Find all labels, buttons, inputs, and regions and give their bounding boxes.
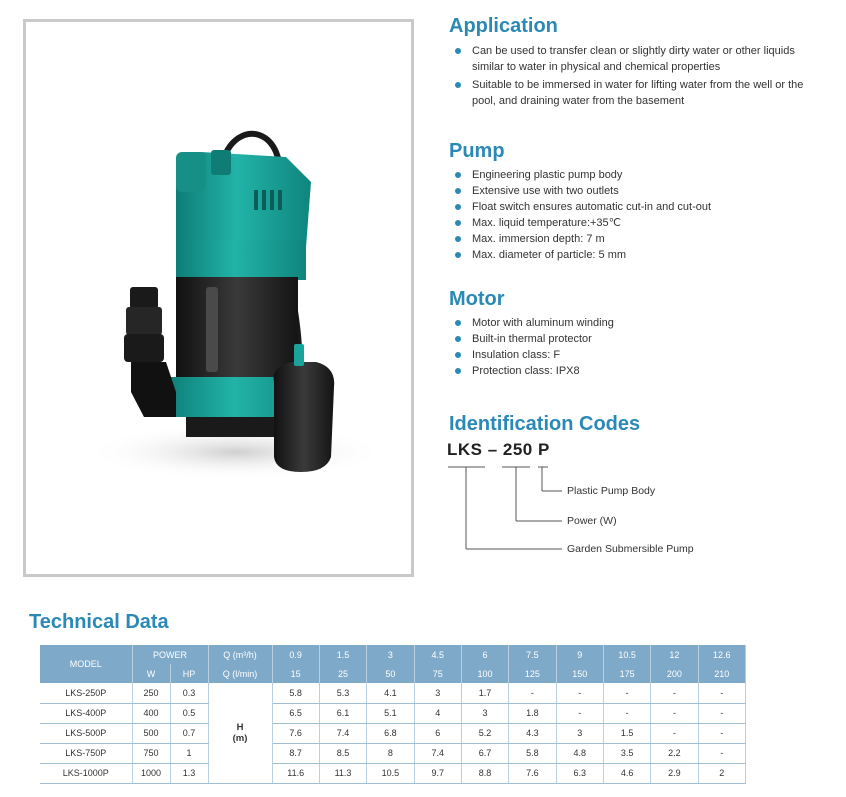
h-cell: 6.5	[272, 703, 319, 723]
table-row	[40, 703, 746, 723]
hp-cell: 0.7	[170, 723, 208, 743]
h-cell: 6.7	[461, 743, 508, 763]
header-model: MODEL	[40, 645, 132, 683]
q-m3h-cell: 6	[461, 645, 508, 664]
header-h-label: H	[236, 721, 244, 733]
technical-data-title: Technical Data	[29, 611, 169, 633]
application-item: Can be used to transfer clean or slightly dirty water or other liquids similar to water in physical and chemical properties	[455, 43, 825, 75]
h-cell: 6	[414, 723, 461, 743]
h-cell: 5.1	[367, 703, 414, 723]
q-m3h-cell: 3	[367, 645, 414, 664]
h-cell: 8.5	[319, 743, 366, 763]
h-cell: -	[651, 723, 698, 743]
pump-item: Max. immersion depth: 7 m	[455, 231, 825, 247]
motor-list	[455, 315, 825, 379]
application-title: Application	[449, 15, 558, 37]
hp-cell: 1.3	[170, 763, 208, 783]
h-cell: 5.8	[272, 683, 319, 703]
h-cell: 4	[414, 703, 461, 723]
w-cell: 400	[132, 703, 170, 723]
h-cell: 8	[367, 743, 414, 763]
h-cell: 8.8	[461, 763, 508, 783]
q-lmin-cell: 15	[272, 664, 319, 683]
pump-title: Pump	[449, 140, 505, 162]
h-cell: 8.7	[272, 743, 319, 763]
q-lmin-cell: 210	[698, 664, 745, 683]
q-lmin-cell: 25	[319, 664, 366, 683]
h-cell: -	[556, 703, 603, 723]
h-cell: 6.1	[319, 703, 366, 723]
q-m3h-cell: 0.9	[272, 645, 319, 664]
pump-item: Max. diameter of particle: 5 mm	[455, 247, 825, 263]
pump-item: Float switch ensures automatic cut-in and cut-out	[455, 199, 825, 215]
h-cell: -	[698, 743, 745, 763]
h-cell: 3.5	[603, 743, 650, 763]
q-m3h-cell: 9	[556, 645, 603, 664]
q-m3h-cell: 12	[651, 645, 698, 664]
h-cell: 7.4	[414, 743, 461, 763]
h-cell: 6.8	[367, 723, 414, 743]
h-cell: 10.5	[367, 763, 414, 783]
h-cell: 9.7	[414, 763, 461, 783]
h-cell: 7.6	[509, 763, 556, 783]
h-cell: -	[603, 683, 650, 703]
table-header-row	[40, 664, 746, 683]
w-cell: 500	[132, 723, 170, 743]
header-power: POWER	[132, 645, 208, 664]
w-cell: 250	[132, 683, 170, 703]
code-label-series: Garden Submersible Pump	[567, 543, 694, 555]
technical-data-table	[40, 645, 746, 784]
q-m3h-cell: 7.5	[509, 645, 556, 664]
h-cell: -	[651, 683, 698, 703]
identification-code: LKS – 250 P	[447, 440, 550, 459]
w-cell: 750	[132, 743, 170, 763]
h-cell: 3	[556, 723, 603, 743]
w-cell: 1000	[132, 763, 170, 783]
h-cell: 5.2	[461, 723, 508, 743]
h-cell: 1.5	[603, 723, 650, 743]
h-cell: 4.3	[509, 723, 556, 743]
pump-item: Engineering plastic pump body	[455, 167, 825, 183]
h-cell: 4.6	[603, 763, 650, 783]
h-cell: 3	[461, 703, 508, 723]
motor-item: Motor with aluminum winding	[455, 315, 825, 331]
h-cell: 5.3	[319, 683, 366, 703]
product-photo-frame	[23, 19, 414, 577]
model-cell: LKS-400P	[40, 703, 132, 723]
q-lmin-cell: 50	[367, 664, 414, 683]
motor-item: Protection class: IPX8	[455, 363, 825, 379]
h-cell: 2.2	[651, 743, 698, 763]
table-row	[40, 683, 746, 703]
h-cell: -	[698, 703, 745, 723]
q-lmin-cell: 150	[556, 664, 603, 683]
header-h	[208, 683, 272, 783]
h-cell: -	[603, 703, 650, 723]
q-m3h-cell: 4.5	[414, 645, 461, 664]
h-cell: -	[698, 723, 745, 743]
pump-item: Extensive use with two outlets	[455, 183, 825, 199]
hp-cell: 1	[170, 743, 208, 763]
h-cell: 7.6	[272, 723, 319, 743]
model-cell: LKS-500P	[40, 723, 132, 743]
h-cell: 11.3	[319, 763, 366, 783]
header-q-lmin: Q (l/min)	[208, 664, 272, 683]
motor-title: Motor	[449, 288, 505, 310]
code-label-plastic-body: Plastic Pump Body	[567, 485, 656, 497]
hp-cell: 0.3	[170, 683, 208, 703]
q-lmin-cell: 75	[414, 664, 461, 683]
table-row	[40, 763, 746, 783]
application-item: Suitable to be immersed in water for lifting water from the well or the pool, and draining water from the basement	[455, 77, 825, 109]
h-cell: 3	[414, 683, 461, 703]
h-cell: 4.8	[556, 743, 603, 763]
pump-item: Max. liquid temperature:+35℃	[455, 215, 825, 231]
h-cell: 6.3	[556, 763, 603, 783]
motor-item: Built-in thermal protector	[455, 331, 825, 347]
header-w: W	[132, 664, 170, 683]
q-lmin-cell: 125	[509, 664, 556, 683]
h-cell: -	[556, 683, 603, 703]
table-row	[40, 723, 746, 743]
h-cell: 2	[698, 763, 745, 783]
h-cell: -	[509, 683, 556, 703]
pump-list	[455, 167, 825, 263]
h-cell: 7.4	[319, 723, 366, 743]
identification-title: Identification Codes	[449, 413, 641, 435]
header-h-unit: (m)	[232, 732, 248, 744]
submersible-pump-illustration	[26, 22, 411, 574]
table-row	[40, 743, 746, 763]
q-m3h-cell: 10.5	[603, 645, 650, 664]
header-hp: HP	[170, 664, 208, 683]
h-cell: 1.7	[461, 683, 508, 703]
h-cell: 4.1	[367, 683, 414, 703]
model-cell: LKS-750P	[40, 743, 132, 763]
hp-cell: 0.5	[170, 703, 208, 723]
q-lmin-cell: 175	[603, 664, 650, 683]
h-cell: -	[698, 683, 745, 703]
application-list	[455, 43, 825, 109]
header-q-m3h: Q (m³/h)	[208, 645, 272, 664]
h-cell: 5.8	[509, 743, 556, 763]
q-m3h-cell: 12.6	[698, 645, 745, 664]
h-cell: -	[651, 703, 698, 723]
model-cell: LKS-1000P	[40, 763, 132, 783]
code-label-power: Power (W)	[567, 515, 617, 527]
h-cell: 1.8	[509, 703, 556, 723]
h-cell: 2.9	[651, 763, 698, 783]
table-header-row	[40, 645, 746, 664]
q-m3h-cell: 1.5	[319, 645, 366, 664]
q-lmin-cell: 100	[461, 664, 508, 683]
model-cell: LKS-250P	[40, 683, 132, 703]
h-cell: 11.6	[272, 763, 319, 783]
motor-item: Insulation class: F	[455, 347, 825, 363]
q-lmin-cell: 200	[651, 664, 698, 683]
